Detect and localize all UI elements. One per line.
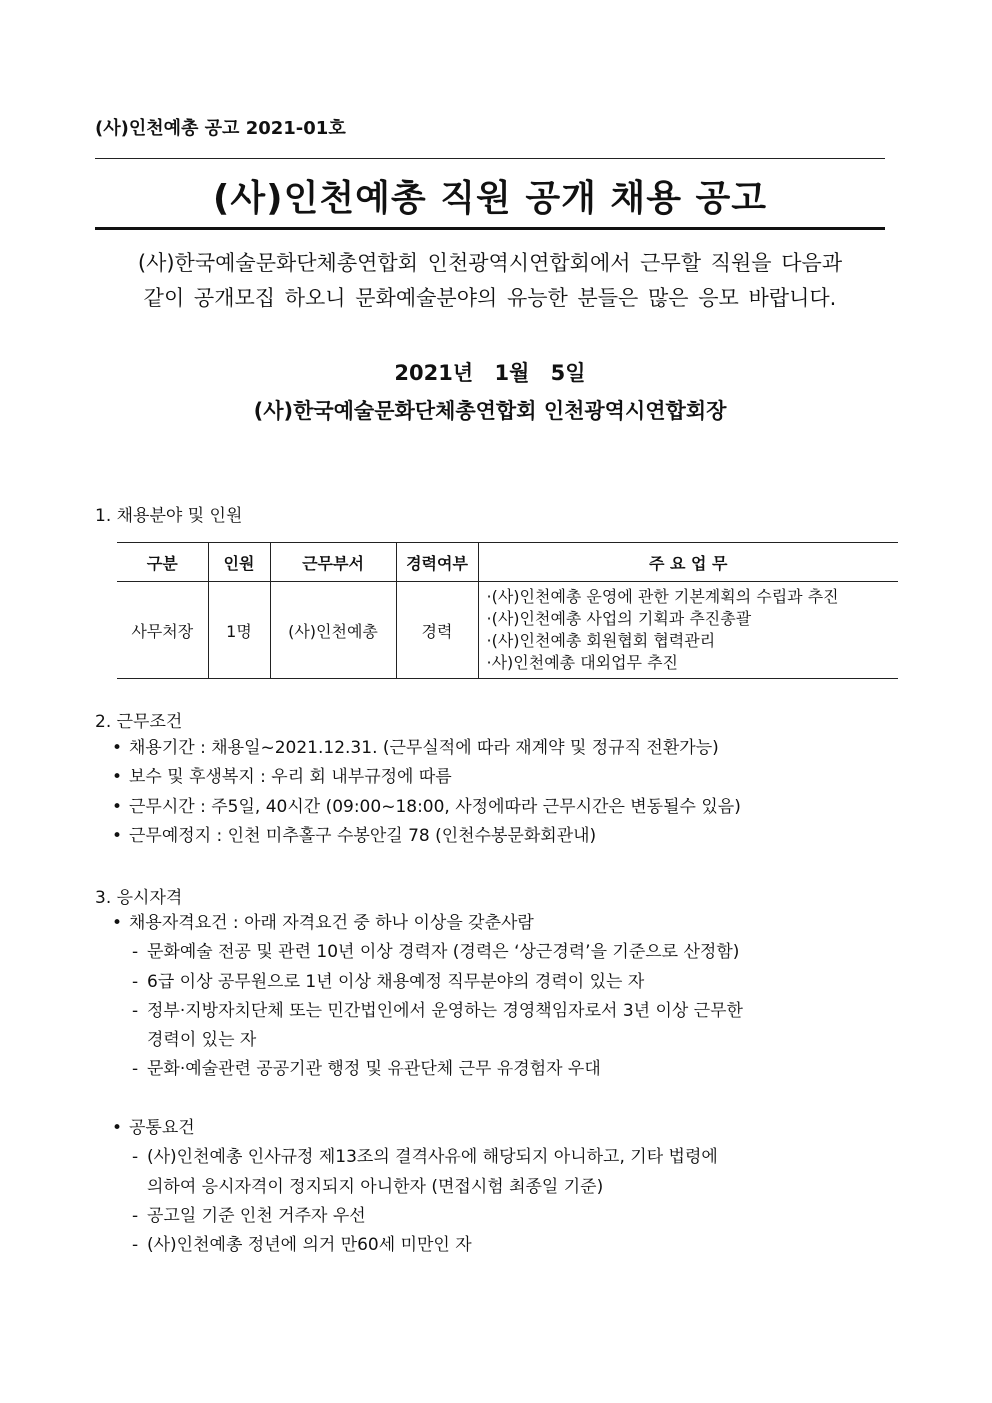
list-spacer [112,1085,743,1114]
duty-item: ·(사)인천예총 운영에 관한 기본계획의 수립과 추진 [486,587,839,606]
list-item: - 문화예술 전공 및 관련 10년 이상 경력자 (경력은 ‘상근경력’을 기준으로 산정함) [112,938,743,967]
list-item: - 문화·예술관련 공공기관 행정 및 유관단체 근무 유경험자 우대 [112,1055,743,1084]
list-item: 경력이 있는 자 [147,1030,257,1051]
issuing-organization: (사)한국예술문화단체총연합회 인천광역시연합회장 [253,399,727,423]
title-divider [95,227,885,230]
section-heading: 2. 근무조건 [95,712,183,732]
intro-line: 같이 공개모집 하오니 문화예술분야의 유능한 분들은 많은 응모 바랍니다. [143,286,837,310]
list-item: • 근무시간 : 주5일, 40시간 (09:00~18:00, 사정에따라 근무시간은 변동될수 있음) [112,793,741,822]
page-title: (사)인천예총 직원 공개 채용 공고 [212,178,768,219]
table-cell-dept: (사)인천예총 [270,582,396,679]
table-header-row [117,543,898,582]
intro-line: (사)한국예술문화단체총연합회 인천광역시연합회에서 근무할 직원을 다음과 [137,251,843,275]
table-row [117,582,898,679]
column-header: 구분 [117,543,208,582]
work-conditions-list [112,734,741,851]
duty-item: ·(사)인천예총 사업의 기획과 추진총괄 [486,609,752,628]
table-cell-count: 1명 [208,582,270,679]
table-cell-duties [478,582,898,679]
column-header: 경력여부 [396,543,478,582]
list-item: - 6급 이상 공무원으로 1년 이상 채용예정 직무분야의 경력이 있는 자 [112,968,743,997]
notice-number: (사)인천예총 공고 2021-01호 [95,118,346,139]
list-item: - (사)인천예총 인사규정 제13조의 결격사유에 해당되지 아니하고, 기타 법령에 [112,1143,743,1172]
recruitment-table [117,542,898,679]
column-header: 근무부서 [270,543,396,582]
intro-paragraph [95,246,885,316]
section-heading: 3. 응시자격 [95,888,183,908]
section-heading: 1. 채용분야 및 인원 [95,506,243,526]
duty-item: ·사)인천예총 대외업무 추진 [486,653,679,672]
table-cell-category: 사무처장 [117,582,208,679]
list-item: • 공통요건 [112,1114,743,1143]
list-item: 의하여 응시자격이 정지되지 아니한자 (면접시험 최종일 기준) [147,1176,604,1197]
list-item: - 공고일 기준 인천 거주자 우선 [112,1202,743,1231]
list-item: • 보수 및 후생복지 : 우리 회 내부규정에 따름 [112,763,741,792]
list-item: - 정부·지방자치단체 또는 민간법인에서 운영하는 경영책임자로서 3년 이상 근무한 [112,997,743,1026]
top-divider [95,158,885,159]
qualifications-list [112,909,743,1261]
list-item: • 채용기간 : 채용일~2021.12.31. (근무실적에 따라 재계약 및 정규직 전환가능) [112,734,741,763]
column-header: 주 요 업 무 [478,543,898,582]
list-item: - (사)인천예총 정년에 의거 만60세 미만인 자 [112,1231,743,1260]
issue-date: 2021년 1월 5일 [394,361,586,385]
duty-item: ·(사)인천예총 회원협회 협력관리 [486,631,716,650]
list-item: • 채용자격요건 : 아래 자격요건 중 하나 이상을 갖춘사람 [112,909,743,938]
table-cell-career: 경력 [396,582,478,679]
column-header: 인원 [208,543,270,582]
list-item: • 근무예정지 : 인천 미추홀구 수봉안길 78 (인천수봉문화회관내) [112,822,741,851]
